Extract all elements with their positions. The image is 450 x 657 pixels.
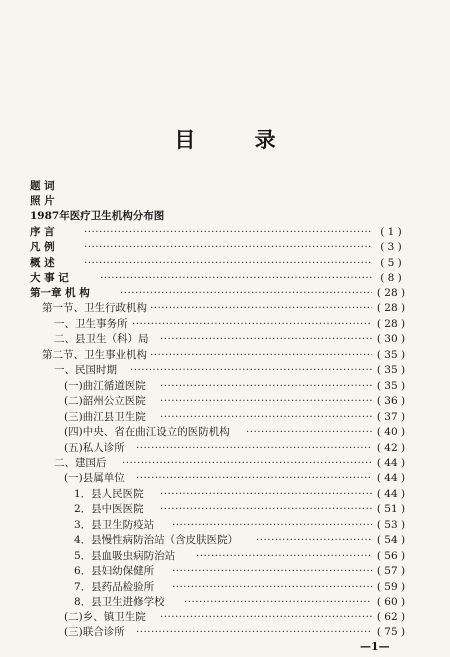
toc-entry xyxy=(0,440,450,456)
dot-leader xyxy=(160,378,372,394)
dot-leader xyxy=(196,548,372,564)
dot-leader xyxy=(130,362,372,378)
toc-entry-page: ( 35 ) xyxy=(376,380,406,392)
dot-leader xyxy=(122,455,372,471)
toc-entry-page: ( 40 ) xyxy=(376,426,406,438)
toc-entry-title: 6．县妇幼保健所 xyxy=(74,565,155,577)
toc-entry-title: 4．县慢性病防治站（含皮肤医院） xyxy=(74,534,239,546)
dot-leader xyxy=(150,300,372,316)
toc-entry-title: (三)联合诊所 xyxy=(64,626,125,638)
toc-entry xyxy=(0,409,450,425)
toc-entry-title: 8．县卫生进修学校 xyxy=(74,596,165,608)
dot-leader xyxy=(84,239,372,255)
toc-entry-title: 题 词 xyxy=(30,180,55,192)
toc-entry-page: ( 35 ) xyxy=(376,364,406,376)
toc-entry xyxy=(0,300,450,316)
toc-entry-title: 概 述 xyxy=(30,257,55,269)
toc-entry-page: ( 44 ) xyxy=(376,488,406,500)
toc-entry-page: ( 5 ) xyxy=(380,257,402,269)
dot-leader xyxy=(136,440,372,456)
toc-entry-title: (二)韶州公立医院 xyxy=(64,395,146,407)
toc-entry-title: (二)乡、镇卫生院 xyxy=(64,611,146,623)
toc-entry-page: ( 1 ) xyxy=(380,226,402,238)
dot-leader xyxy=(184,594,372,610)
toc-entry-title: 5．县血吸虫病防治站 xyxy=(74,550,176,562)
toc-entry xyxy=(0,362,450,378)
toc-entry xyxy=(0,178,450,194)
toc-entry xyxy=(0,517,450,533)
toc-entry-page: ( 35 ) xyxy=(376,349,406,361)
toc-entry xyxy=(0,455,450,471)
toc-entry-page: ( 42 ) xyxy=(376,442,406,454)
toc-entry-title: 1．县人民医院 xyxy=(74,488,144,500)
toc-entry-title: 凡 例 xyxy=(30,241,55,253)
toc-entry xyxy=(0,501,450,517)
toc-entry-page: ( 54 ) xyxy=(376,534,406,546)
toc-entry-page: ( 28 ) xyxy=(376,302,406,314)
toc-entry xyxy=(0,579,450,595)
toc-entry-page: ( 3 ) xyxy=(380,241,402,253)
dot-leader xyxy=(172,563,372,579)
toc-entry-title: 2．县中医医院 xyxy=(74,503,144,515)
toc-entry-page: ( 8 ) xyxy=(380,272,402,284)
toc-entry-page: ( 75 ) xyxy=(376,626,406,638)
toc-entry xyxy=(0,224,450,240)
toc-entry xyxy=(0,548,450,564)
toc-entry xyxy=(0,563,450,579)
toc-entry-page: ( 62 ) xyxy=(376,611,406,623)
dot-leader xyxy=(120,285,372,301)
toc-entry-page: ( 44 ) xyxy=(376,457,406,469)
toc-entry-title: (三)曲江县卫生院 xyxy=(64,411,146,423)
dot-leader xyxy=(136,624,372,640)
toc-entry xyxy=(0,239,450,255)
toc-entry-page: ( 28 ) xyxy=(376,318,406,330)
dot-leader xyxy=(160,609,372,625)
toc-entry-page: ( 51 ) xyxy=(376,503,406,515)
toc-entry-title: (一)县属单位 xyxy=(64,472,125,484)
toc-entry-title: 一、卫生事务所 xyxy=(54,318,128,330)
dot-leader xyxy=(132,316,372,332)
toc-entry xyxy=(0,624,450,640)
dot-leader xyxy=(84,255,372,271)
toc-entry-page: ( 36 ) xyxy=(376,395,406,407)
toc-entry xyxy=(0,594,450,610)
dot-leader xyxy=(160,331,372,347)
dot-leader xyxy=(246,424,372,440)
dot-leader xyxy=(84,224,372,240)
toc-entry xyxy=(0,347,450,363)
toc-entry-title: (一)曲江循道医院 xyxy=(64,380,146,392)
dot-leader xyxy=(150,347,372,363)
toc-entry xyxy=(0,270,450,286)
toc-entry-page: ( 60 ) xyxy=(376,596,406,608)
toc-entry xyxy=(0,331,450,347)
toc-entry-title: 照 片 xyxy=(30,195,55,207)
toc-entry xyxy=(0,424,450,440)
toc-entry-title: (五)私人诊所 xyxy=(64,442,125,454)
toc-entry-page: ( 37 ) xyxy=(376,411,406,423)
toc-entry-title: 第一节、卫生行政机构 xyxy=(42,302,147,314)
dot-leader xyxy=(172,517,372,533)
toc-entry-title: 大 事 记 xyxy=(30,272,69,284)
toc-entry-title: 3．县卫生防疫站 xyxy=(74,519,155,531)
toc-entry xyxy=(0,486,450,502)
toc-entry xyxy=(0,532,450,548)
toc-entry-title: 7．县药品检验所 xyxy=(74,581,155,593)
dot-leader xyxy=(100,270,372,286)
page-title: 目 录 xyxy=(174,127,302,152)
toc-entry-page: ( 59 ) xyxy=(376,581,406,593)
toc-entry-page: ( 56 ) xyxy=(376,550,406,562)
toc-entry xyxy=(0,470,450,486)
toc-entry-title: (四)中央、省在曲江设立的医防机构 xyxy=(64,426,230,438)
dot-leader xyxy=(256,532,372,548)
page-number: —1— xyxy=(360,640,390,653)
toc-entry-page: ( 30 ) xyxy=(376,333,406,345)
toc-entry xyxy=(0,609,450,625)
toc-entry xyxy=(0,255,450,271)
toc-entry xyxy=(0,316,450,332)
toc-entry-title: 二、建国后 xyxy=(54,457,107,469)
toc-entry-title: 一、民国时期 xyxy=(54,364,117,376)
toc-entry-title: 序 言 xyxy=(30,226,55,238)
toc-entry xyxy=(0,193,450,209)
toc-entry xyxy=(0,285,450,301)
dot-leader xyxy=(160,486,372,502)
toc-entry xyxy=(0,208,450,224)
toc-entry-title: 1987年医疗卫生机构分布图 xyxy=(30,210,165,222)
toc-entry-page: ( 28 ) xyxy=(376,287,406,299)
toc-entry-page: ( 57 ) xyxy=(376,565,406,577)
toc-entry-page: ( 53 ) xyxy=(376,519,406,531)
dot-leader xyxy=(160,501,372,517)
toc-entry-page: ( 44 ) xyxy=(376,472,406,484)
dot-leader xyxy=(160,393,372,409)
toc-entry xyxy=(0,378,450,394)
dot-leader xyxy=(160,409,372,425)
toc-entry-title: 二、县卫生（科）局 xyxy=(54,333,149,345)
dot-leader xyxy=(136,470,372,486)
toc-entry xyxy=(0,393,450,409)
toc-entry-title: 第一章 机 构 xyxy=(30,287,90,299)
toc-entry-title: 第二节、卫生事业机构 xyxy=(42,349,147,361)
dot-leader xyxy=(172,579,372,595)
